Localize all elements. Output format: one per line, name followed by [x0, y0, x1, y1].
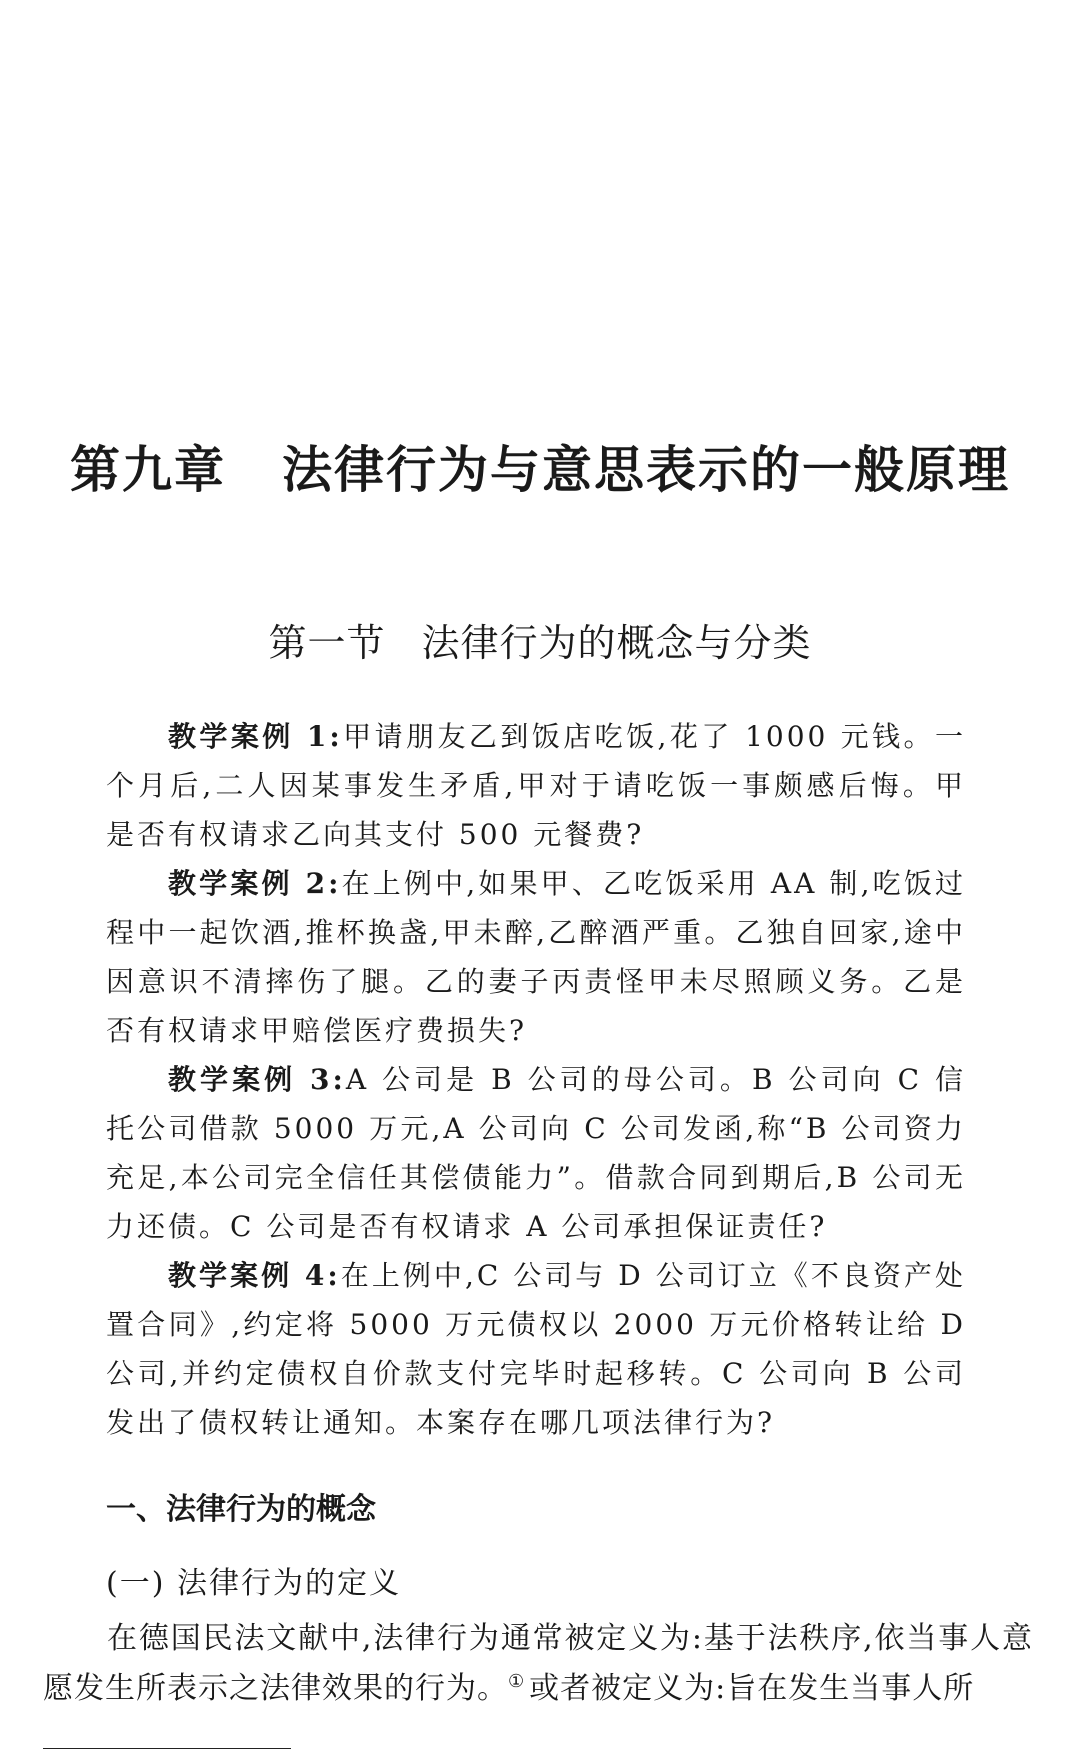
footnote-divider	[43, 1748, 291, 1749]
case-text: A 公司是 B 公司的母公司。B 公司向 C 信托公司借款 5000 万元,A 公司向 C 公司发函,称“B 公司资力充足,本公司完全信任其偿债能力”。借款合同到期后,B 公司无力还债。C 公司是否有权请求 A 公司承担保证责任?	[106, 1063, 966, 1243]
subsection-heading: 一、法律行为的概念	[106, 1492, 376, 1527]
case-label: 教学案例 1:	[168, 720, 343, 753]
section-name: 法律行为的概念与分类	[421, 621, 812, 665]
chapter-number: 第九章	[70, 440, 226, 499]
case-label: 教学案例 4:	[168, 1259, 341, 1292]
sub-subsection-heading: (一) 法律行为的定义	[106, 1566, 401, 1601]
section-title	[0, 612, 1080, 667]
teaching-case-1	[106, 712, 966, 859]
teaching-case-3	[106, 1055, 966, 1251]
teaching-case-2	[106, 859, 966, 1055]
body-paragraph	[43, 1614, 1033, 1714]
chapter-name: 法律行为与意思表示的一般原理	[282, 440, 1010, 499]
case-text: 在上例中,C 公司与 D 公司订立《不良资产处置合同》,约定将 5000 万元债权以 2000 万元价格转让给 D 公司,并约定债权自价款支付完毕时起移转。C 公司向 B 公司发出了债权转让通知。本案存在哪几项法律行为?	[106, 1259, 966, 1439]
chapter-title	[0, 430, 1080, 502]
case-text: 甲请朋友乙到饭店吃饭,花了 1000 元钱。一个月后,二人因某事发生矛盾,甲对于请吃饭一事颇感后悔。甲是否有权请求乙向其支付 500 元餐费?	[106, 720, 966, 851]
case-label: 教学案例 3:	[168, 1063, 346, 1096]
case-text: 在上例中,如果甲、乙吃饭采用 AA 制,吃饭过程中一起饮酒,推杯换盏,甲未醉,乙醉酒严重。乙独自回家,途中因意识不清摔伤了腿。乙的妻子丙责怪甲未尽照顾义务。乙是否有权请求甲赔偿医疗费损失?	[106, 867, 967, 1047]
footnote-reference[interactable]: ①	[508, 1671, 526, 1692]
section-number: 第一节	[268, 621, 386, 665]
body-text-after-note: 或者被定义为:旨在发生当事人所	[529, 1671, 975, 1706]
body-text-before-note: 在德国民法文献中,法律行为通常被定义为:基于法秩序,依当事人意愿发生所表示之法律效果的行为。	[43, 1621, 1033, 1706]
teaching-cases	[106, 712, 966, 1447]
case-label: 教学案例 2:	[168, 867, 342, 900]
teaching-case-4	[106, 1251, 966, 1447]
